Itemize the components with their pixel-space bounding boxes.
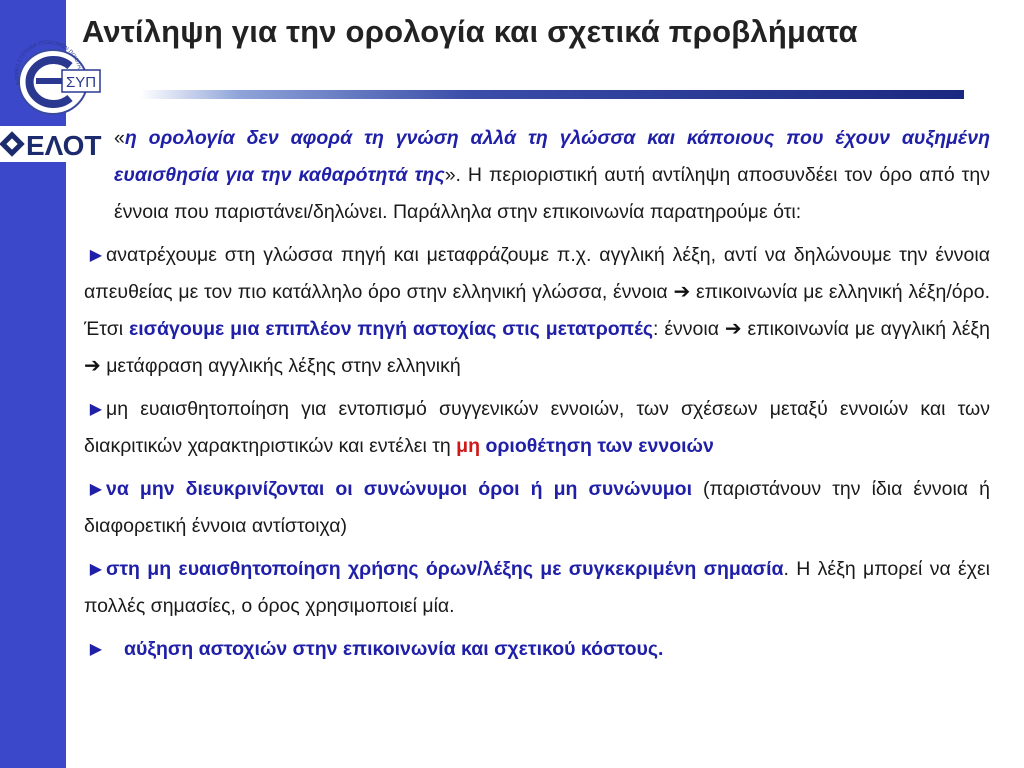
intro-paragraph: [84, 120, 990, 231]
elot-logo-label: ΕΛΟΤ: [26, 130, 102, 161]
bullet-emphasis: στη μη ευαισθητοποίηση χρήσης όρων/λέξης με συγκεκριμένη σημασία: [106, 558, 784, 580]
bullet-item: [84, 551, 990, 625]
bullet-text: ανατρέχουμε στη γλώσσα πηγή και μεταφράζουμε π.χ. αγγλική λέξη, αντί να δηλώνουμε την έννοια απευθείας με τον πιο κατάλληλο όρο στην ελληνική γλώσσα, έννοια: [84, 244, 990, 303]
bullet-text: μετάφραση αγγλικής λέξης στην ελληνική: [106, 355, 461, 377]
arrow-right-icon: ➔: [673, 281, 691, 303]
esyp-logo: [8, 40, 106, 120]
bullet-item: [84, 237, 990, 385]
bullet-marker-icon: ▶: [89, 247, 102, 264]
slide-body: [84, 120, 990, 674]
bullet-text: μη ευαισθητοποίηση για εντοπισμό συγγενικών εννοιών, των σχέσεων μεταξύ εννοιών και των διακριτικών χαρακτηριστικών και εντέλει τη: [84, 398, 990, 457]
bullet-marker-icon: ▶: [89, 641, 102, 658]
bullet-emphasis-red: μη: [456, 435, 481, 457]
bullet-text: : έννοια: [653, 318, 719, 340]
bullet-emphasis: να μην διευκρινίζονται οι συνώνυμοι όροι ή μη συνώνυμοι: [106, 478, 692, 500]
bullet-item: [84, 631, 990, 668]
bullet-item: [84, 391, 990, 465]
bullet-text: επικοινωνία με ελληνική λέξη/όρο. Έτσι: [84, 281, 990, 340]
bullet-text: (παριστάνουν την ίδια έννοια ή διαφορετική έννοια αντίστοιχα): [84, 478, 990, 537]
intro-rest: ». Η περιοριστική αυτή αντίληψη αποσυνδέει τον όρο από την έννοια που παριστάνει/δηλώνει. Παράλληλα στην επικοινωνία παρατηρούμε ότι:: [114, 164, 990, 223]
bullet-emphasis: οριοθέτηση των εννοιών: [485, 435, 714, 457]
arrow-right-icon: ➔: [84, 355, 101, 377]
bullet-emphasis: αύξηση αστοχιών στην επικοινωνία και σχετικού κόστους.: [124, 638, 664, 660]
esyp-logo-label: ΣΥΠ: [65, 74, 97, 91]
bullet-text: . Η λέξη μπορεί να έχει πολλές σημασίες, ο όρος χρησιμοποιεί μία.: [84, 558, 990, 617]
bullet-marker-icon: ▶: [89, 481, 102, 498]
esyp-ring-text: ΕΘΝΙΚΟ ΣΥΣΤΗΜΑ ΥΠΟΔΟΜΩΝ ΠΟΙΟΤΗ: [14, 40, 82, 86]
intro-open-quote: «: [114, 127, 125, 149]
arrow-right-icon: ➔: [724, 318, 742, 340]
slide-title: Αντίληψη για την ορολογία και σχετικά προβλήματα: [82, 14, 858, 49]
bullet-marker-icon: ▶: [89, 401, 102, 418]
bullet-marker-icon: ▶: [89, 561, 102, 578]
bullet-item: [84, 471, 990, 545]
title-rule: [140, 90, 964, 99]
bullet-text: επικοινωνία με αγγλική λέξη: [747, 318, 990, 340]
intro-quote: η ορολογία δεν αφορά τη γνώση αλλά τη γλώσσα και κάποιους που έχουν αυξημένη ευαισθησία για την καθαρότητά της: [114, 127, 990, 186]
bullet-emphasis: εισάγουμε μια επιπλέον πηγή αστοχίας στις μετατροπές: [128, 318, 654, 340]
